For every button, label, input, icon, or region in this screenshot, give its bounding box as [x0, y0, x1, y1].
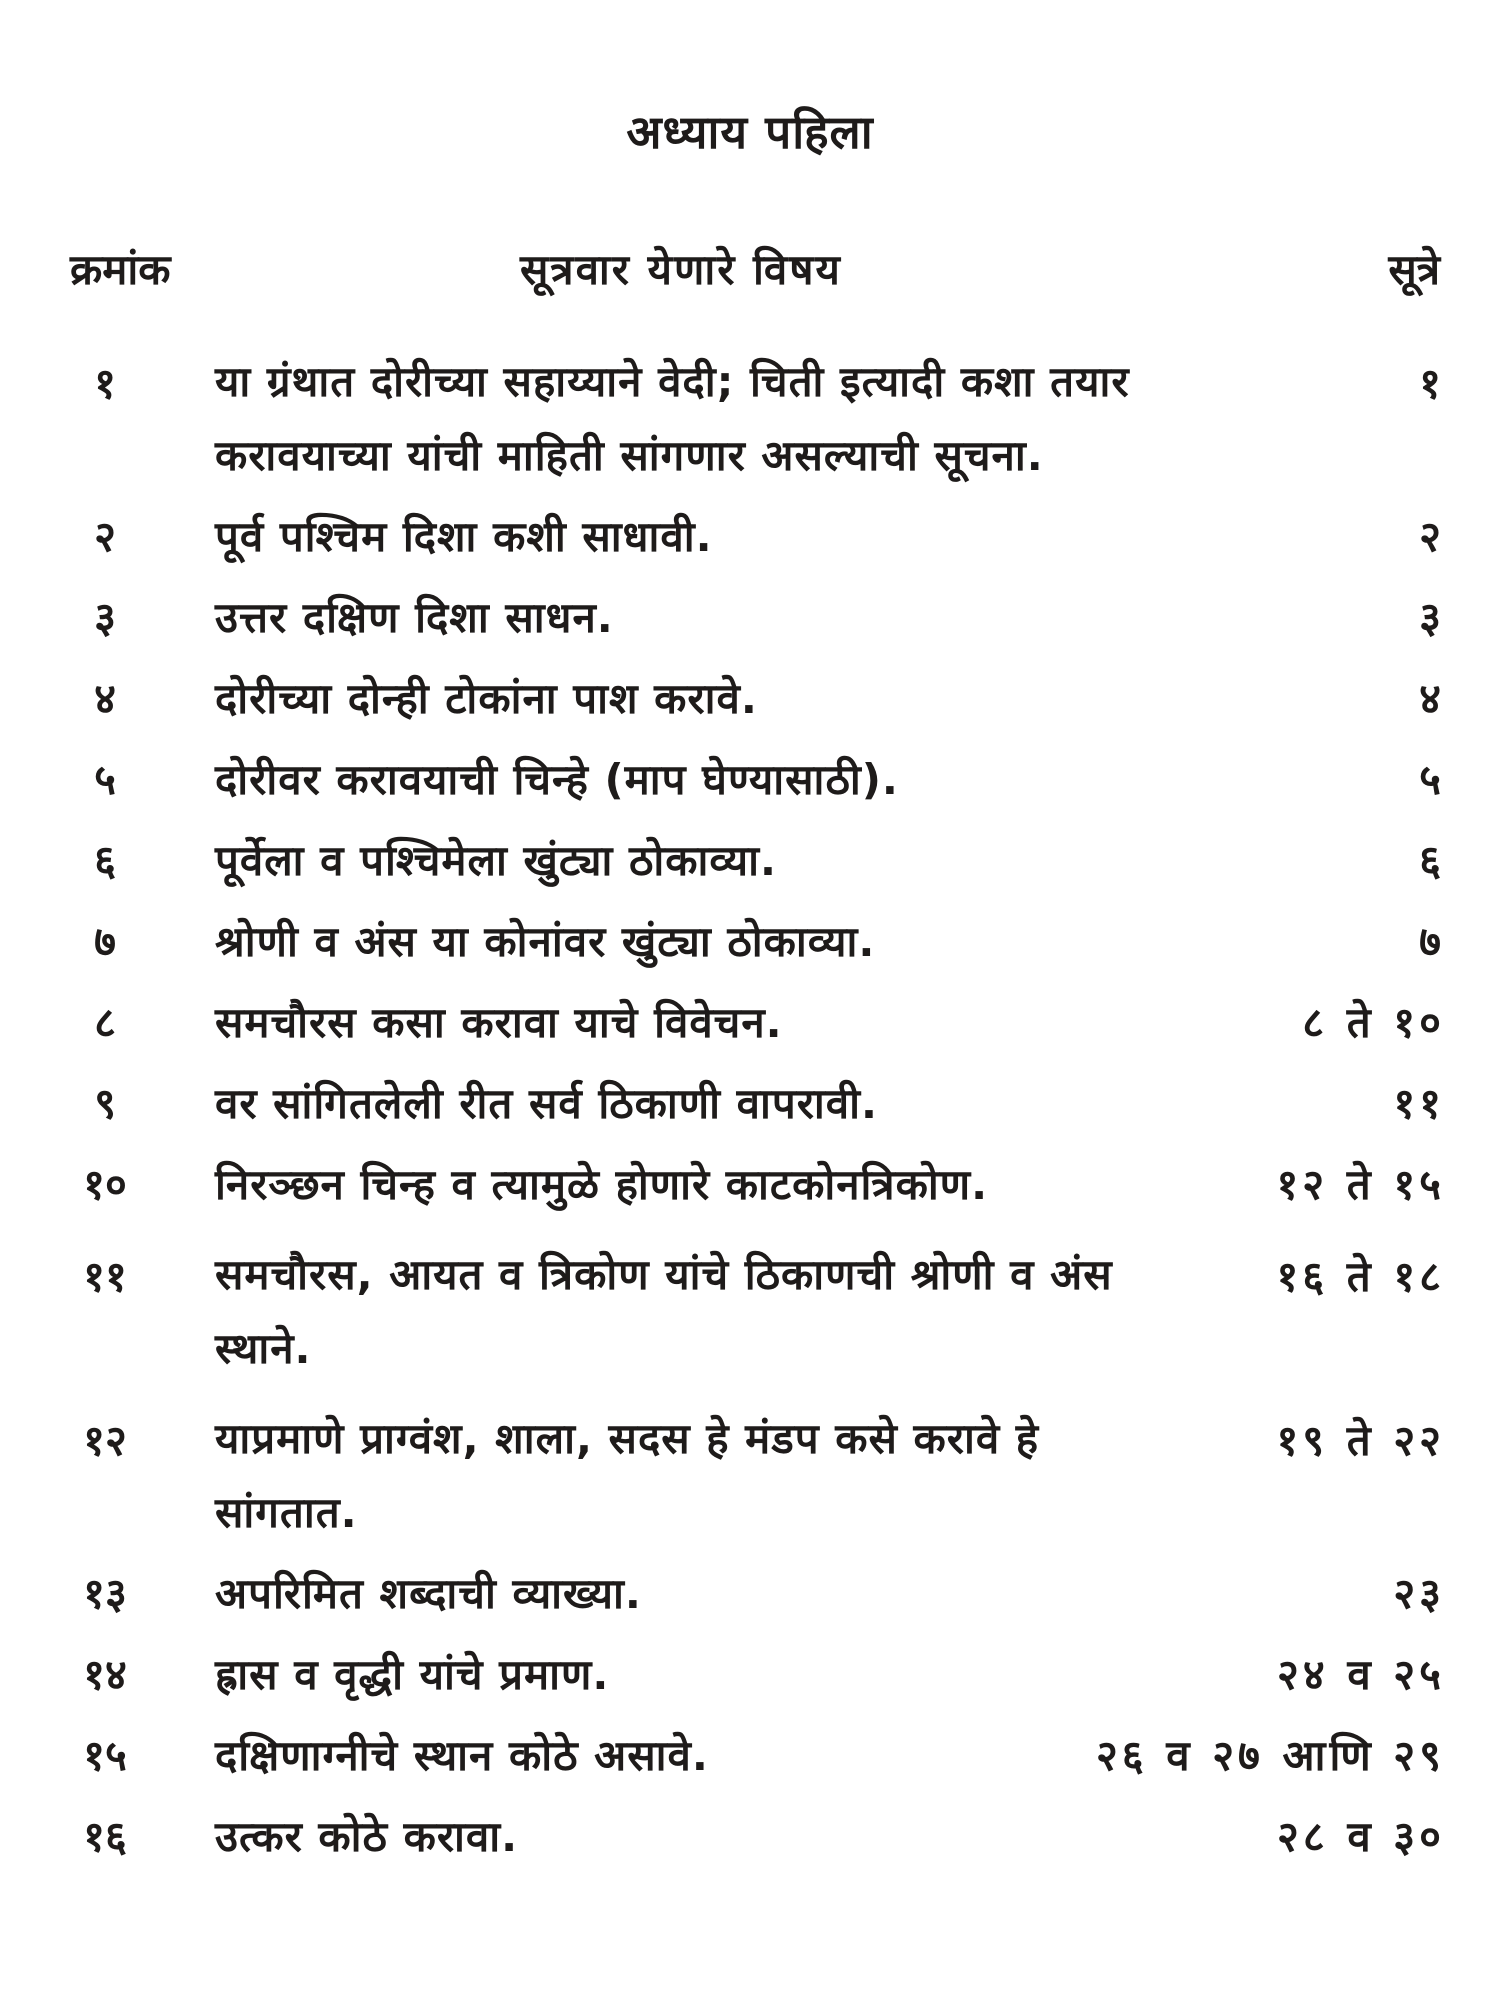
- row-number: ४: [94, 674, 116, 723]
- table-row: [0, 1728, 1500, 1784]
- row-subject: दक्षिणाग्नीचे स्थान कोठे असावे.: [215, 1731, 709, 1780]
- table-row: [0, 1157, 1500, 1213]
- row-number: १६: [83, 1812, 127, 1861]
- row-sutra: २३: [1393, 1569, 1445, 1618]
- table-header: [70, 240, 1440, 300]
- row-subject: समचौरस, आयत व त्रिकोण यांचे ठिकाणची श्रोणी व अंस स्थाने.: [215, 1250, 1113, 1373]
- table-row: [0, 995, 1500, 1051]
- chapter-title: अध्याय पहिला: [626, 105, 874, 159]
- row-sutra: १६ ते १८: [1276, 1252, 1445, 1301]
- row-sutra: २४ व २५: [1277, 1650, 1445, 1699]
- row-sutra: १९ ते २२: [1276, 1416, 1445, 1465]
- row-subject: श्रोणी व अंस या कोनांवर खुंट्या ठोकाव्या.: [215, 917, 876, 966]
- row-sutra: ५: [1419, 755, 1445, 804]
- row-number: ९: [94, 1079, 116, 1128]
- row-number: ७: [94, 917, 116, 966]
- row-sutra: ७: [1419, 917, 1445, 966]
- row-number: ११: [83, 1252, 127, 1301]
- row-number: १३: [83, 1569, 127, 1618]
- row-number: १४: [83, 1650, 127, 1699]
- row-subject: समचौरस कसा करावा याचे विवेचन.: [215, 998, 783, 1047]
- row-sutra: ४: [1419, 674, 1445, 723]
- row-sutra: १२ ते १५: [1276, 1160, 1445, 1209]
- row-sutra: १: [1419, 359, 1445, 408]
- row-subject: याप्रमाणे प्राग्वंश, शाला, सदस हे मंडप कसे करावे हे सांगतात.: [215, 1414, 1040, 1537]
- table-row: [0, 590, 1500, 646]
- row-subject: वर सांगितलेली रीत सर्व ठिकाणी वापरावी.: [215, 1079, 878, 1128]
- table-row: [0, 1076, 1500, 1132]
- row-subject: पूर्वेला व पश्चिमेला खुंट्या ठोकाव्या.: [215, 836, 777, 885]
- table-row: [0, 671, 1500, 727]
- table-row: [0, 1809, 1500, 1865]
- row-subject: या ग्रंथात दोरीच्या सहाय्याने वेदी; चिती इत्यादी कशा तयार करावयाच्या यांची माहिती सांगणार असल्याची सूचना.: [215, 357, 1130, 480]
- row-sutra: ६: [1419, 836, 1445, 885]
- table-row: [0, 509, 1500, 565]
- row-sutra: ११: [1393, 1079, 1445, 1128]
- table-row: [0, 1566, 1500, 1622]
- row-subject: अपरिमित शब्दाची व्याख्या.: [215, 1569, 642, 1618]
- row-number: २: [94, 512, 116, 561]
- contents-table: [0, 345, 1500, 1890]
- row-subject: पूर्व पश्चिम दिशा कशी साधावी.: [215, 512, 713, 561]
- row-subject: निरञ्छन चिन्ह व त्यामुळे होणारे काटकोनत्रिकोण.: [215, 1160, 989, 1209]
- table-row: [0, 345, 1500, 493]
- row-sutra: ३: [1419, 593, 1445, 642]
- row-number: ८: [94, 998, 116, 1047]
- row-sutra: २८ व ३०: [1277, 1812, 1445, 1861]
- row-number: ६: [94, 836, 116, 885]
- table-row: [0, 1647, 1500, 1703]
- row-number: १: [94, 359, 116, 408]
- row-subject: उत्तर दक्षिण दिशा साधन.: [215, 593, 614, 642]
- row-number: १५: [83, 1731, 127, 1780]
- table-row: [0, 914, 1500, 970]
- row-subject: ह्रास व वृद्धी यांचे प्रमाण.: [215, 1650, 610, 1699]
- row-subject: दोरीवर करावयाची चिन्हे (माप घेण्यासाठी).: [215, 755, 899, 804]
- row-sutra: २६ व २७ आणि २९: [1095, 1731, 1445, 1780]
- header-subject: सूत्रवार येणारे विषय: [520, 245, 842, 294]
- row-sutra: ८ ते १०: [1302, 998, 1445, 1047]
- table-row: [0, 752, 1500, 808]
- header-number: क्रमांक: [70, 245, 171, 294]
- table-row: [0, 833, 1500, 889]
- row-subject: उत्कर कोठे करावा.: [215, 1812, 519, 1861]
- table-row: [0, 1402, 1500, 1550]
- row-number: १०: [83, 1160, 127, 1209]
- row-number: ५: [94, 755, 116, 804]
- row-subject: दोरीच्या दोन्ही टोकांना पाश करावे.: [215, 674, 758, 723]
- row-number: ३: [94, 593, 116, 642]
- table-row: [0, 1238, 1500, 1386]
- row-sutra: २: [1419, 512, 1445, 561]
- header-sutra: सूत्रे: [1388, 245, 1440, 294]
- row-number: १२: [83, 1416, 127, 1465]
